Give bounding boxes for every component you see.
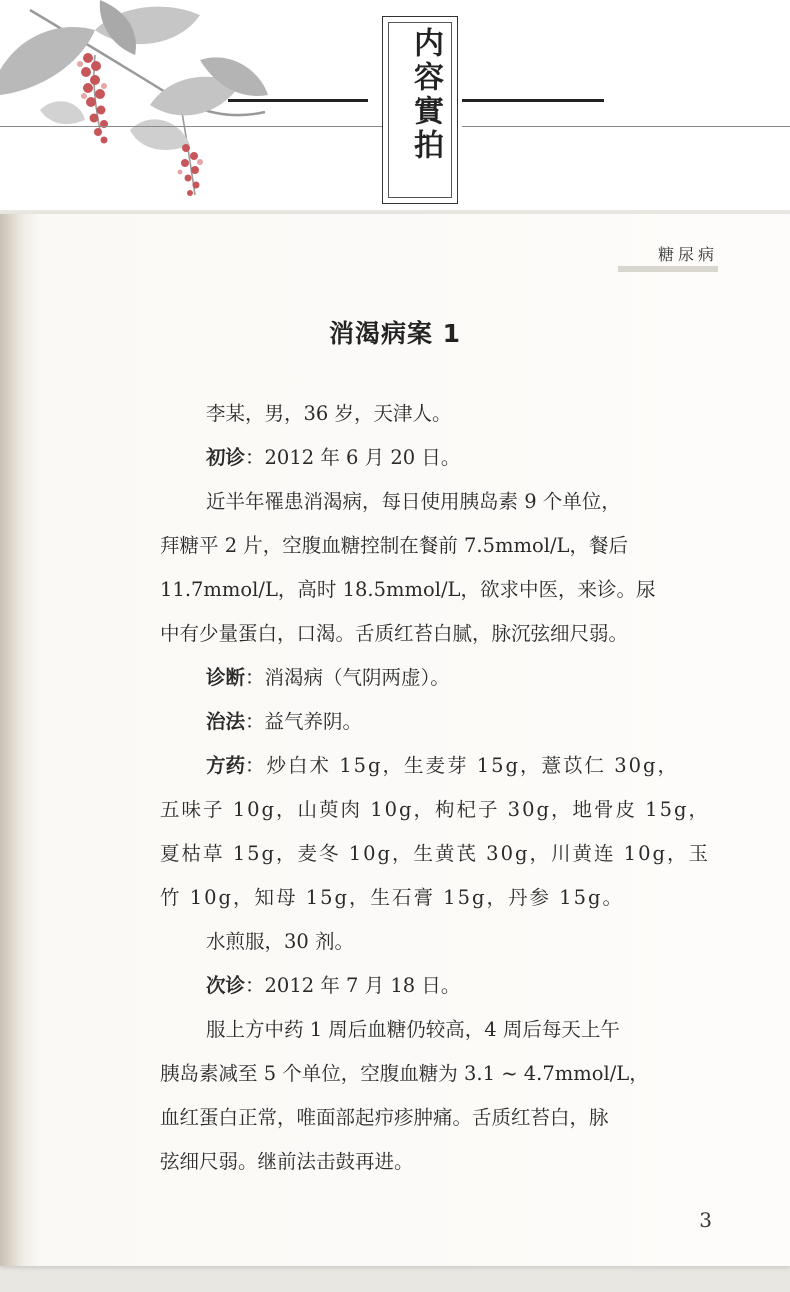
text-line bbox=[160, 964, 720, 1008]
treatment-label: 治法 bbox=[206, 710, 246, 733]
treatment-text: ：益气养阴。 bbox=[245, 710, 363, 733]
text-line: 弦细尺弱。继前法击鼓再进。 bbox=[160, 1150, 414, 1173]
text-line: 11.7mmol/L，高时 18.5mmol/L，欲求中医，来诊。尿 bbox=[160, 578, 656, 601]
text-line: 中有少量蛋白，口渴。舌质红苔白腻，脉沉弦细尺弱。 bbox=[160, 622, 629, 645]
running-head: 糖尿病 bbox=[657, 245, 718, 264]
text-line: 拜糖平 2 片，空腹血糖控制在餐前 7.5mmol/L，餐后 bbox=[160, 534, 628, 557]
page-spine-shadow bbox=[0, 214, 40, 1266]
text-line bbox=[160, 744, 720, 788]
text-line: 夏枯草 15g，麦冬 10g，生黄芪 30g，川黄连 10g，玉 bbox=[160, 842, 710, 865]
text-line bbox=[160, 436, 720, 480]
seal-text: 内容實拍 bbox=[408, 27, 443, 163]
banner bbox=[0, 0, 790, 210]
text-line bbox=[160, 656, 720, 700]
first-visit-date: ：2012 年 6 月 20 日。 bbox=[245, 446, 461, 469]
diagnosis-label: 诊断 bbox=[206, 666, 246, 689]
page-number: 3 bbox=[699, 1208, 712, 1232]
prescription-text: ：炒白术 15g，生麦芽 15g，薏苡仁 30g， bbox=[245, 754, 679, 777]
text-line: 竹 10g，知母 15g，生石膏 15g，丹参 15g。 bbox=[160, 886, 624, 909]
case-title: 消渴病案 1 bbox=[328, 319, 462, 348]
text-line: 服上方中药 1 周后血糖仍较高，4 周后每天上午 bbox=[206, 1018, 620, 1041]
text-line: 五味子 10g，山萸肉 10g，枸杞子 30g，地骨皮 15g， bbox=[160, 798, 710, 821]
book-page bbox=[0, 214, 790, 1266]
case-body bbox=[160, 392, 720, 1184]
banner-bar-left bbox=[228, 99, 368, 102]
first-visit-label: 初诊 bbox=[206, 446, 246, 469]
banner-rule-left bbox=[0, 126, 384, 127]
diagnosis-text: ：消渴病（气阴两虚）。 bbox=[245, 666, 450, 689]
text-line: 近半年罹患消渴病，每日使用胰岛素 9 个单位， bbox=[206, 490, 621, 513]
running-head-mark bbox=[618, 266, 718, 272]
plant-branch-illustration bbox=[0, 0, 330, 210]
text-line: 李某，男，36 岁，天津人。 bbox=[206, 402, 452, 425]
prescription-label: 方药 bbox=[206, 754, 246, 777]
seal-stamp bbox=[382, 16, 458, 204]
text-line: 胰岛素减至 5 个单位，空腹血糖为 3.1 ~ 4.7mmol/L， bbox=[160, 1062, 649, 1085]
second-visit-label: 次诊 bbox=[206, 974, 246, 997]
banner-bar-right bbox=[462, 99, 604, 102]
text-line bbox=[160, 700, 720, 744]
text-line: 水煎服，30 剂。 bbox=[206, 930, 355, 953]
book-page-frame bbox=[0, 210, 790, 1292]
banner-rule-right bbox=[462, 126, 790, 127]
second-visit-date: ：2012 年 7 月 18 日。 bbox=[245, 974, 461, 997]
text-line: 血红蛋白正常，唯面部起疖疹肿痛。舌质红苔白，脉 bbox=[160, 1106, 609, 1129]
